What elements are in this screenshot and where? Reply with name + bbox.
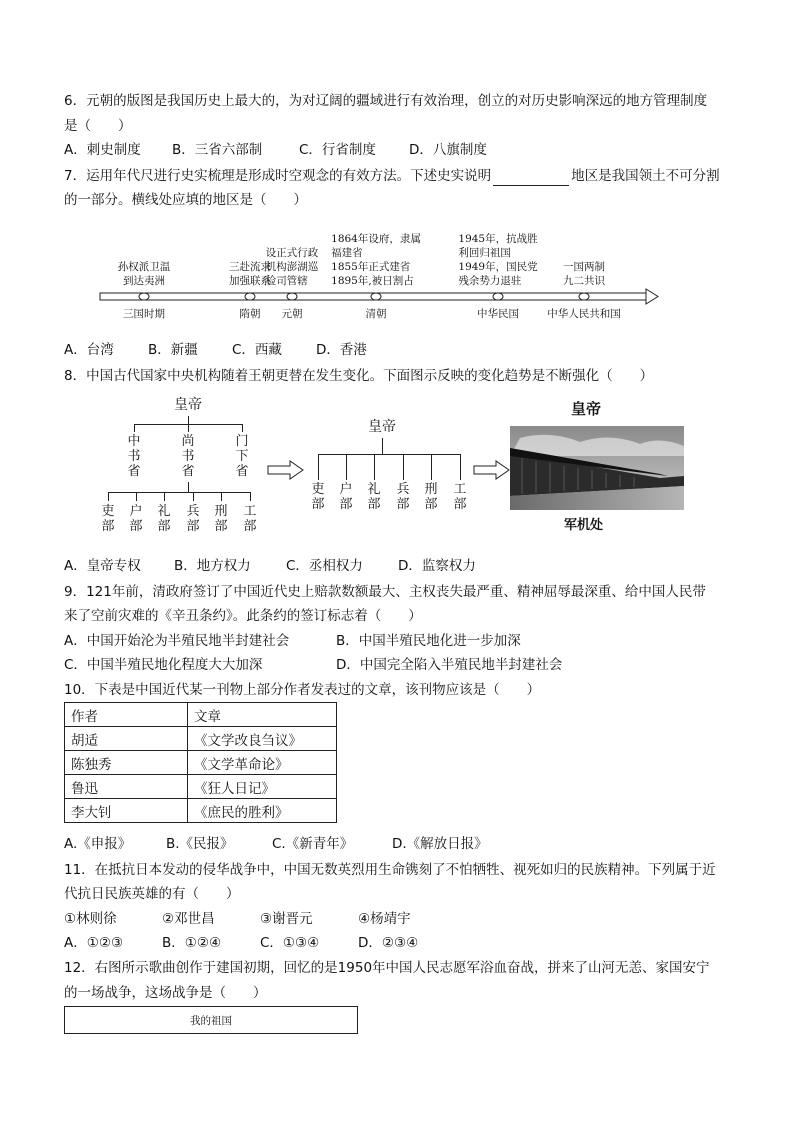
q7-stem-part-b: 地区是我国领土不可分割	[571, 168, 720, 184]
q11-option-a[interactable]: A．①②③	[64, 935, 124, 951]
table-cell-author: 鲁迅	[65, 775, 188, 799]
q11-option-c[interactable]: C．①③④	[260, 935, 320, 951]
table-row	[65, 751, 337, 775]
timeline-event-line: 利回归祖国	[458, 247, 511, 259]
timeline-event-line: 加强联系	[229, 275, 271, 287]
table-row	[65, 727, 337, 751]
q9-option-c[interactable]: C．中国半殖民地化程度大大加深	[64, 657, 263, 673]
song-box	[64, 1006, 358, 1034]
table-cell-article: 《庶民的胜利》	[188, 799, 337, 823]
timeline-event-line: 残余势力退驻	[458, 275, 522, 287]
q11-item-1: ①林则徐	[64, 911, 117, 927]
q11-item-3: ③谢晋元	[260, 911, 313, 927]
junjichu-photo	[510, 426, 684, 510]
q9-option-d[interactable]: D．中国完全陷入半殖民地半封建社会	[336, 657, 563, 673]
q11-stem-line2: 代抗日民族英雄的有（ ）	[64, 886, 240, 902]
q7-option-a[interactable]: A．台湾	[64, 342, 114, 358]
table-header-article: 文章	[188, 703, 337, 727]
q7-option-c[interactable]: C．西藏	[232, 342, 282, 358]
q10-table	[64, 702, 337, 823]
junjichu-caption: 军机处	[564, 518, 604, 533]
timeline-marker	[493, 293, 503, 300]
q10-stem-line1: 10．下表是中国近代某一刊物上部分作者发表过的文章，该刊物应该是（ ）	[64, 682, 541, 698]
timeline-period-3: 元朝	[281, 308, 303, 320]
q10-option-c[interactable]: C.《新青年》	[272, 836, 354, 852]
q9-stem-line1: 9．121年前，清政府签订了中国近代史上赔款数额最大、主权丧失最严重、精神屈辱最深重、给中国人民带	[64, 584, 706, 600]
ministry-hu-middle: 户 部	[339, 482, 353, 512]
table-row	[65, 799, 337, 823]
ministry-li-middle: 吏 部	[311, 482, 325, 512]
q6-option-b[interactable]: B．三省六部制	[172, 142, 263, 158]
table-cell-author: 李大钊	[65, 799, 188, 823]
q11-item-2: ②邓世昌	[162, 911, 215, 927]
q7-stem-part-a: 7．运用年代尺进行史实梳理是形成时空观念的有效方法。下述史实说明	[64, 168, 492, 184]
timeline-marker	[287, 293, 297, 300]
timeline-event-6	[563, 260, 605, 288]
q8-options	[64, 556, 476, 576]
timeline-period-5: 中华民国	[477, 308, 519, 320]
timeline-event-line: 1895年,被日割占	[331, 275, 414, 287]
timeline-event-line: 1949年，国民党	[458, 261, 538, 273]
timeline-event-line: 到达夷洲	[123, 275, 165, 287]
q7-answer-blank	[493, 171, 569, 186]
q11-stem-line1: 11．在抵抗日本发动的侵华战争中，中国无数英烈用生命镌刻了不怕牺牲、视死如归的民族精神。下列属于近	[64, 862, 716, 878]
q9-option-a[interactable]: A．中国开始沦为半殖民地半封建社会	[64, 633, 290, 649]
ministry-bing-left: 兵 部	[186, 504, 200, 534]
q8-option-c[interactable]: C．丞相权力	[286, 558, 363, 574]
province-zhongshu: 中 书 省	[127, 434, 141, 479]
ministry-li2-left: 礼 部	[157, 504, 171, 534]
q6-option-a[interactable]: A．刺史制度	[64, 142, 141, 158]
arrow-right-icon	[472, 460, 512, 480]
q10-option-b[interactable]: B.《民报》	[166, 836, 234, 852]
q9-stem-line2: 来了空前灾难的《辛丑条约》。此条约的签订标志着（ ）	[64, 608, 422, 624]
timeline-event-line: 设正式行政	[265, 247, 319, 259]
ministry-li2-middle: 礼 部	[367, 482, 381, 512]
q10-option-d[interactable]: D.《解放日报》	[392, 836, 488, 852]
timeline-event-5	[458, 232, 537, 288]
ministry-hu-left: 户 部	[129, 504, 143, 534]
q8-option-b[interactable]: B．地方权力	[174, 558, 251, 574]
timeline-period-1: 三国时期	[123, 308, 165, 320]
province-menxia: 门 下 省	[235, 434, 249, 479]
q8-option-d[interactable]: D．监察权力	[398, 558, 476, 574]
timeline-period-4: 清朝	[365, 308, 387, 320]
ministry-bing-middle: 兵 部	[396, 482, 410, 512]
q6-option-c[interactable]: C．行省制度	[299, 142, 376, 158]
q6-stem-line1: 6．元朝的版图是我国历史上最大的，为对辽阔的疆域进行有效治理，创立的对历史影响深远的地方管理制度	[64, 93, 708, 109]
emperor-label-right: 皇帝	[570, 400, 601, 418]
timeline-event-line: 1864年设府，隶属	[331, 233, 421, 245]
table-cell-article: 《文学改良刍议》	[188, 727, 337, 751]
q11-items	[64, 909, 411, 929]
timeline-event-3	[266, 246, 319, 288]
timeline-event-line: 1945年，抗战胜	[458, 233, 538, 245]
q7-options	[64, 340, 367, 360]
timeline-event-line: 一国两制	[563, 261, 605, 273]
province-shangshu: 尚 书 省	[181, 434, 195, 479]
table-row	[65, 775, 337, 799]
table-header-author: 作者	[65, 703, 188, 727]
q7-timeline	[64, 222, 664, 322]
table-cell-article: 《狂人日记》	[188, 775, 337, 799]
q8-stem-line1: 8．中国古代国家中央机构随着王朝更替在发生变化。下面图示反映的变化趋势是不断强化（ ）	[64, 368, 654, 384]
timeline-marker	[139, 293, 149, 300]
q11-options	[64, 933, 418, 953]
q8-option-a[interactable]: A．皇帝专权	[64, 558, 141, 574]
q7-option-b[interactable]: B．新疆	[148, 342, 198, 358]
timeline-event-line: 1855年正式建省	[331, 261, 411, 273]
q10-options	[64, 834, 488, 854]
timeline-marker	[245, 293, 255, 300]
timeline-event-4	[331, 232, 421, 288]
q9-options-row2	[64, 655, 562, 675]
timeline-event-line: 孙权派卫温	[117, 261, 171, 273]
ministry-gong-middle: 工 部	[453, 482, 467, 512]
timeline-event-line: 福建省	[331, 247, 363, 259]
timeline-event-line: 三赴流求	[229, 261, 271, 273]
q7-option-d[interactable]: D．香港	[316, 342, 367, 358]
q6-stem-line2: 是（ ）	[64, 118, 132, 134]
q6-options	[64, 140, 487, 160]
q9-option-b[interactable]: B．中国半殖民地化进一步加深	[336, 633, 521, 649]
emperor-label-left: 皇帝	[174, 397, 202, 413]
q7-stem-line1	[64, 166, 720, 186]
timeline-marker	[579, 293, 589, 300]
timeline-period-6: 中华人民共和国	[547, 308, 621, 320]
ministry-gong-left: 工 部	[243, 504, 257, 534]
song-title: 我的祖国	[190, 1015, 232, 1027]
q12-stem-line1: 12．右图所示歌曲创作于建国初期，回忆的是1950年中国人民志愿军浴血奋战，拼来了山河无恙、家国安宁	[64, 960, 710, 976]
timeline-marker	[371, 293, 381, 300]
table-header-row	[65, 703, 337, 727]
timeline-event-line: 机构澎湖巡	[265, 261, 319, 273]
q9-options-row1	[64, 631, 521, 651]
table-cell-article: 《文学革命论》	[188, 751, 337, 775]
q11-option-d[interactable]: D．②③④	[358, 935, 419, 951]
timeline-event-2	[229, 260, 271, 288]
ministry-xing-middle: 刑 部	[424, 482, 438, 512]
arrow-right-icon	[266, 460, 306, 480]
timeline-event-line: 检司管辖	[265, 275, 308, 287]
timeline-event-1	[118, 260, 171, 288]
q11-option-b[interactable]: B．①②④	[162, 935, 222, 951]
q12-stem-line2: 的一场战争，这场战争是（ ）	[64, 985, 267, 1001]
q8-diagram	[64, 390, 704, 550]
emperor-label-middle: 皇帝	[368, 419, 396, 435]
timeline-period-2: 隋朝	[239, 308, 261, 320]
table-cell-author: 胡适	[65, 727, 188, 751]
q6-option-d[interactable]: D．八旗制度	[409, 142, 487, 158]
q11-item-4: ④杨靖宇	[358, 911, 411, 927]
table-cell-author: 陈独秀	[65, 751, 188, 775]
q10-option-a[interactable]: A.《申报》	[64, 836, 132, 852]
q7-stem-line2: 的一部分。横线处应填的地区是（ ）	[64, 192, 307, 208]
ministry-xing-left: 刑 部	[214, 504, 228, 534]
timeline-event-line: 九二共识	[563, 275, 605, 287]
ministry-li-left: 吏 部	[101, 504, 115, 534]
